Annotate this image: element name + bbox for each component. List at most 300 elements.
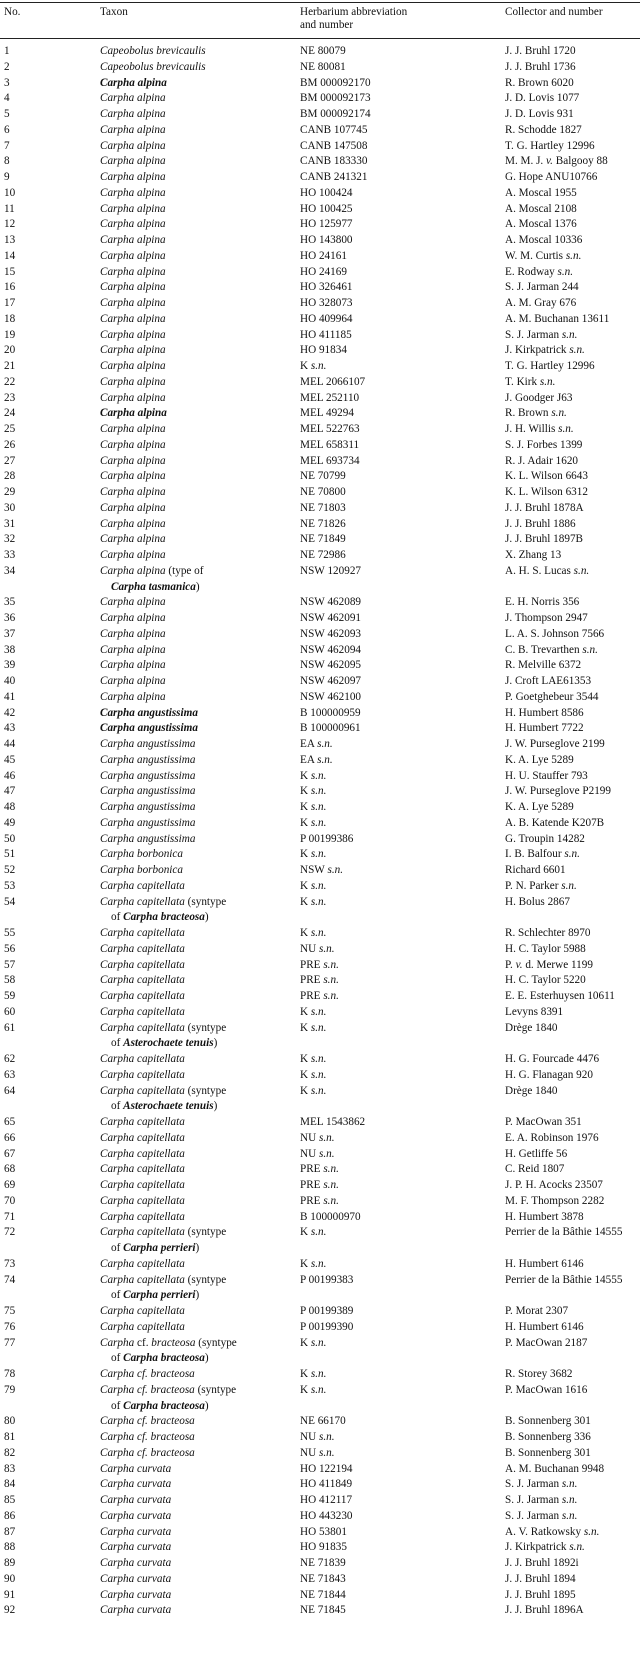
taxon-line xyxy=(100,1351,300,1367)
text-run: M. F. Thompson 2282 xyxy=(505,1194,605,1207)
text-run: s.n. xyxy=(318,1431,335,1444)
text-run: Carpha alpina xyxy=(100,454,166,467)
table-row xyxy=(0,1225,640,1257)
text-run: Carpha alpina xyxy=(100,407,167,420)
cell-herbarium xyxy=(300,1084,500,1100)
taxon-line xyxy=(100,328,300,344)
cell-no: 58 xyxy=(4,974,16,987)
cell-taxon xyxy=(100,611,300,627)
table-row xyxy=(0,1052,640,1068)
text-run: J. W. Purseglove 2199 xyxy=(505,738,605,751)
cell-taxon xyxy=(100,989,300,1005)
cell-no: 39 xyxy=(4,659,16,672)
table-row xyxy=(0,706,640,722)
cell-taxon xyxy=(100,1115,300,1131)
text-run: K xyxy=(300,1068,311,1081)
cell-collector xyxy=(505,76,640,92)
table-row xyxy=(0,1194,640,1210)
text-run: P. Goetghebeur 3544 xyxy=(505,690,599,703)
cell-no: 13 xyxy=(4,234,16,246)
text-run: PRE xyxy=(300,958,324,971)
cell-no: 21 xyxy=(4,360,16,372)
cell-taxon xyxy=(100,721,300,737)
table-row xyxy=(0,296,640,312)
cell-herbarium xyxy=(300,1210,500,1226)
taxon-line xyxy=(100,863,300,879)
cell-no: 80 xyxy=(4,1415,16,1428)
cell-taxon xyxy=(100,1430,300,1446)
cell-taxon xyxy=(100,249,300,265)
text-run: R. Brown 6020 xyxy=(505,76,574,89)
header-collector: Collector and number xyxy=(505,6,603,18)
cell-herbarium xyxy=(300,202,500,218)
table-row xyxy=(0,1320,640,1336)
cell-collector xyxy=(505,1194,640,1210)
text-run: G. Hope ANU10766 xyxy=(505,171,598,183)
text-run: NU xyxy=(300,1446,319,1459)
text-run: EA xyxy=(300,753,318,766)
text-run: H. Humbert 3878 xyxy=(505,1210,584,1223)
text-run: NE 71845 xyxy=(300,1604,346,1617)
table-row xyxy=(0,1084,640,1116)
text-run: s.n. xyxy=(565,249,582,262)
text-run: C. Reid 1807 xyxy=(505,1163,565,1176)
text-run: H. G. Fourcade 4476 xyxy=(505,1053,600,1066)
cell-herbarium xyxy=(300,154,500,170)
text-run: J. J. Bruhl 1886 xyxy=(505,517,576,530)
taxon-line xyxy=(100,1493,300,1509)
text-run: K xyxy=(300,801,311,814)
taxon-line xyxy=(100,674,300,690)
text-run: Carpha alpina xyxy=(100,470,166,483)
taxon-line xyxy=(100,832,300,848)
specimen-table-body xyxy=(0,44,640,1619)
text-run: R. Brown xyxy=(505,407,552,420)
cell-collector xyxy=(505,690,640,706)
cell-herbarium xyxy=(300,611,500,627)
cell-taxon xyxy=(100,1005,300,1021)
table-row xyxy=(0,548,640,564)
cell-taxon xyxy=(100,1493,300,1509)
cell-herbarium xyxy=(300,958,500,974)
taxon-line xyxy=(100,1430,300,1446)
text-run: Carpha angustissima xyxy=(100,753,196,766)
taxon-line xyxy=(100,469,300,485)
text-run: Carpha curvata xyxy=(100,1557,172,1570)
cell-herbarium xyxy=(300,1068,500,1084)
cell-collector xyxy=(505,1068,640,1084)
taxon-line xyxy=(100,1603,300,1619)
text-run: A. M. Buchanan 9948 xyxy=(505,1462,605,1475)
text-run: H. Humbert 6146 xyxy=(505,1257,584,1270)
text-run: s.n. xyxy=(310,1068,327,1081)
taxon-line xyxy=(100,1383,300,1399)
taxon-line xyxy=(100,359,300,375)
cell-collector xyxy=(505,1336,640,1352)
cell-taxon xyxy=(100,1603,300,1619)
text-run: Carpha xyxy=(100,1336,135,1349)
cell-herbarium xyxy=(300,1414,500,1430)
text-run: Carpha alpina xyxy=(100,186,166,199)
cell-collector xyxy=(505,343,640,359)
text-run: Carpha curvata xyxy=(100,1588,172,1601)
cell-taxon xyxy=(100,186,300,202)
cell-taxon xyxy=(100,816,300,832)
taxon-line xyxy=(100,265,300,281)
header-taxon: Taxon xyxy=(100,6,128,18)
text-run: B. Sonnenberg 301 xyxy=(505,1446,591,1459)
text-run: Carpha alpina xyxy=(100,297,166,309)
cell-taxon xyxy=(100,532,300,548)
cell-no: 43 xyxy=(4,722,16,735)
text-run: BM 000092170 xyxy=(300,76,371,89)
taxon-line xyxy=(100,280,300,296)
text-run: bracteosa xyxy=(151,1336,196,1349)
text-run: T. G. Hartley 12996 xyxy=(505,360,595,372)
text-run: J. Thompson 2947 xyxy=(505,612,588,625)
cell-taxon xyxy=(100,753,300,769)
cell-no: 75 xyxy=(4,1305,16,1318)
text-run: Carpha bracteosa xyxy=(123,911,205,924)
text-run: Carpha bracteosa xyxy=(123,1352,205,1365)
text-run: P. MacOwan 351 xyxy=(505,1116,582,1129)
text-run: Carpha alpina xyxy=(100,312,166,325)
cell-taxon xyxy=(100,312,300,328)
text-run: Asterochaete tenuis xyxy=(123,1037,214,1050)
cell-herbarium xyxy=(300,1115,500,1131)
taxon-line xyxy=(100,60,300,76)
text-run: E. Rodway xyxy=(505,265,558,278)
text-run: Carpha cf. bracteosa xyxy=(100,1368,195,1381)
text-run: Carpha capitellata xyxy=(100,1068,185,1081)
cell-collector xyxy=(505,170,640,186)
text-run: s.n. xyxy=(323,1163,339,1176)
text-run: HO 122194 xyxy=(300,1462,353,1475)
text-run: J. J. Bruhl 1897B xyxy=(505,533,584,546)
cell-no: 4 xyxy=(4,92,10,105)
header-bottom-rule xyxy=(0,38,640,39)
text-run: PRE xyxy=(300,1163,324,1176)
table-row xyxy=(0,438,640,454)
cell-no: 14 xyxy=(4,249,16,262)
text-run: S. J. Jarman xyxy=(505,328,562,341)
table-row xyxy=(0,753,640,769)
text-run: Carpha perrieri xyxy=(123,1242,196,1255)
taxon-line xyxy=(100,76,300,92)
cell-collector xyxy=(505,895,640,911)
text-run: Carpha alpina xyxy=(100,596,166,609)
cell-collector xyxy=(505,627,640,643)
cell-herbarium xyxy=(300,391,500,407)
text-run: Carpha cf. bracteosa xyxy=(100,1415,195,1428)
cell-herbarium xyxy=(300,1477,500,1493)
cell-collector xyxy=(505,816,640,832)
text-run: P 00199389 xyxy=(300,1305,354,1318)
cell-taxon xyxy=(100,280,300,296)
cell-taxon xyxy=(100,548,300,564)
taxon-line xyxy=(100,1084,300,1100)
taxon-line xyxy=(100,422,300,438)
table-row xyxy=(0,485,640,501)
table-row xyxy=(0,1131,640,1147)
cell-herbarium xyxy=(300,690,500,706)
table-row xyxy=(0,1430,640,1446)
taxon-line xyxy=(100,217,300,233)
cell-herbarium xyxy=(300,706,500,722)
taxon-line xyxy=(100,1273,300,1289)
cell-no: 63 xyxy=(4,1068,16,1081)
cell-taxon xyxy=(100,674,300,690)
cell-no: 15 xyxy=(4,265,16,278)
cell-herbarium xyxy=(300,847,500,863)
text-run: K xyxy=(300,927,311,940)
text-run: K. A. Lye 5289 xyxy=(505,753,574,766)
table-row xyxy=(0,1509,640,1525)
text-run: (syntype xyxy=(184,1084,227,1097)
text-run: Carpha angustissima xyxy=(100,801,196,814)
cell-taxon xyxy=(100,1178,300,1194)
text-run: HO 326461 xyxy=(300,281,353,294)
cell-no: 76 xyxy=(4,1320,16,1333)
cell-no: 33 xyxy=(4,549,16,561)
cell-taxon xyxy=(100,1194,300,1210)
text-run: J. J. Bruhl 1720 xyxy=(505,45,576,57)
text-run: ) xyxy=(204,1352,209,1365)
cell-no: 45 xyxy=(4,753,16,766)
cell-herbarium xyxy=(300,485,500,501)
taxon-line xyxy=(100,501,300,517)
cell-taxon xyxy=(100,658,300,674)
text-run: Carpha angustissima xyxy=(100,785,196,798)
taxon-line xyxy=(100,1588,300,1604)
cell-taxon xyxy=(100,1446,300,1462)
text-run: HO 91835 xyxy=(300,1541,347,1554)
text-run: Carpha alpina xyxy=(100,659,166,672)
text-run: A. Moscal 1955 xyxy=(505,186,577,199)
cell-herbarium xyxy=(300,186,500,202)
cell-taxon xyxy=(100,737,300,753)
cell-collector xyxy=(505,1556,640,1572)
text-run: PRE xyxy=(300,990,324,1003)
table-row xyxy=(0,422,640,438)
cell-no: 56 xyxy=(4,942,16,955)
cell-taxon xyxy=(100,1588,300,1604)
table-row xyxy=(0,1383,640,1415)
text-run: NU xyxy=(300,1147,319,1160)
cell-no: 49 xyxy=(4,816,16,829)
text-run: s.n. xyxy=(564,848,580,861)
cell-taxon xyxy=(100,359,300,375)
table-row xyxy=(0,1572,640,1588)
text-run: A. Moscal 10336 xyxy=(505,234,583,246)
text-run: Carpha alpina xyxy=(100,108,166,120)
table-row xyxy=(0,1021,640,1053)
text-run: s.n. xyxy=(310,848,327,861)
table-row xyxy=(0,1005,640,1021)
text-run: Carpha capitellata xyxy=(100,1131,185,1144)
table-row xyxy=(0,658,640,674)
text-run: NU xyxy=(300,1431,319,1444)
text-run: PRE xyxy=(300,1179,324,1192)
cell-herbarium xyxy=(300,517,500,533)
cell-collector xyxy=(505,564,640,580)
table-row xyxy=(0,942,640,958)
table-row xyxy=(0,643,640,659)
taxon-line xyxy=(100,170,300,186)
taxon-line xyxy=(100,753,300,769)
cell-no: 70 xyxy=(4,1194,16,1207)
text-run: s.n. xyxy=(310,927,327,940)
text-run: ) xyxy=(195,1242,200,1255)
text-run: H. Humbert 7722 xyxy=(505,722,584,735)
text-run: J. J. Bruhl 1896A xyxy=(505,1604,584,1617)
cell-no: 22 xyxy=(4,375,16,388)
taxon-line xyxy=(100,595,300,611)
cell-collector xyxy=(505,1225,640,1241)
text-run: ) xyxy=(213,1037,218,1050)
cell-collector xyxy=(505,1509,640,1525)
text-run: Carpha alpina xyxy=(100,155,166,168)
text-run: Carpha cf. bracteosa xyxy=(100,1431,195,1444)
table-row xyxy=(0,186,640,202)
cell-herbarium xyxy=(300,1588,500,1604)
text-run: of xyxy=(111,1399,124,1412)
cell-taxon xyxy=(100,328,300,344)
cell-collector xyxy=(505,91,640,107)
cell-taxon xyxy=(100,1383,300,1415)
text-run: W. M. Curtis xyxy=(505,249,566,262)
cell-no: 61 xyxy=(4,1021,16,1034)
cell-collector xyxy=(505,1540,640,1556)
cell-no: 86 xyxy=(4,1509,16,1522)
cell-taxon xyxy=(100,202,300,218)
taxon-line xyxy=(100,1052,300,1068)
text-run: P 00199390 xyxy=(300,1320,354,1333)
text-run: H. C. Taylor 5988 xyxy=(505,942,586,955)
cell-collector xyxy=(505,1304,640,1320)
text-run: ) xyxy=(204,911,209,924)
table-row xyxy=(0,1462,640,1478)
table-row xyxy=(0,895,640,927)
taxon-line xyxy=(100,1147,300,1163)
text-run: s.n. xyxy=(573,564,590,577)
text-run: A. Moscal 1376 xyxy=(505,218,577,231)
table-row xyxy=(0,280,640,296)
table-row xyxy=(0,1540,640,1556)
cell-collector xyxy=(505,233,640,249)
text-run: Carpha alpina xyxy=(100,627,166,640)
text-run: Capeobolus brevicaulis xyxy=(100,60,206,73)
table-row xyxy=(0,532,640,548)
cell-no: 68 xyxy=(4,1163,16,1176)
cell-collector xyxy=(505,784,640,800)
cell-collector xyxy=(505,1588,640,1604)
text-run: s.n. xyxy=(310,1084,327,1097)
text-run: P 00199383 xyxy=(300,1273,354,1286)
taxon-line xyxy=(100,1225,300,1241)
table-row xyxy=(0,454,640,470)
text-run: Carpha alpina xyxy=(100,265,166,278)
cell-taxon xyxy=(100,1509,300,1525)
text-run: Carpha alpina xyxy=(100,234,166,246)
text-run: NSW 120927 xyxy=(300,564,362,577)
text-run: s.n. xyxy=(310,785,327,798)
cell-taxon xyxy=(100,832,300,848)
taxon-line xyxy=(100,895,300,911)
text-run: Carpha capitellata xyxy=(100,990,185,1003)
cell-collector xyxy=(505,60,640,76)
cell-herbarium xyxy=(300,343,500,359)
text-run: K xyxy=(300,360,311,372)
taxon-line xyxy=(100,249,300,265)
cell-no: 35 xyxy=(4,596,16,609)
cell-herbarium xyxy=(300,658,500,674)
text-run: Carpha capitellata xyxy=(100,1021,185,1034)
cell-herbarium xyxy=(300,312,500,328)
text-run: Carpha alpina xyxy=(100,139,166,152)
text-run: NE 70799 xyxy=(300,470,346,483)
taxon-line xyxy=(100,548,300,564)
taxon-line xyxy=(100,737,300,753)
cell-no: 38 xyxy=(4,643,16,656)
text-run: K xyxy=(300,1005,311,1018)
cell-herbarium xyxy=(300,1493,500,1509)
text-run: s.n. xyxy=(310,1005,327,1018)
cell-taxon xyxy=(100,942,300,958)
text-run: HO 125977 xyxy=(300,218,353,231)
text-run: Carpha alpina xyxy=(100,391,166,404)
text-run: HO 143800 xyxy=(300,234,353,246)
table-row xyxy=(0,595,640,611)
text-run: Carpha alpina xyxy=(100,218,166,231)
text-run: P. MacOwan 1616 xyxy=(505,1383,588,1396)
text-run: BM 000092174 xyxy=(300,108,371,120)
text-run: NE 71826 xyxy=(300,517,346,530)
taxon-line xyxy=(100,580,300,596)
text-run: s.n. xyxy=(561,328,578,341)
text-run: s.n. xyxy=(557,265,574,278)
cell-herbarium xyxy=(300,296,500,312)
text-run: Carpha capitellata xyxy=(100,1179,185,1192)
taxon-line xyxy=(100,1115,300,1131)
text-run: J. Kirkpatrick xyxy=(505,344,570,357)
text-run: Carpha cf. bracteosa xyxy=(100,1383,195,1396)
cell-herbarium xyxy=(300,249,500,265)
text-run: Carpha angustissima xyxy=(100,832,196,845)
text-run: J. J. Bruhl 1895 xyxy=(505,1588,576,1601)
text-run: Carpha angustissima xyxy=(100,706,198,719)
cell-taxon xyxy=(100,44,300,60)
cell-taxon xyxy=(100,1257,300,1273)
cell-collector xyxy=(505,1131,640,1147)
text-run: Carpha alpina xyxy=(100,486,166,498)
header-herbarium xyxy=(300,6,407,32)
cell-collector xyxy=(505,1320,640,1336)
table-row xyxy=(0,958,640,974)
cell-taxon xyxy=(100,706,300,722)
text-run: Carpha curvata xyxy=(100,1478,172,1491)
text-run: Carpha capitellata xyxy=(100,1116,185,1129)
cell-no: 19 xyxy=(4,328,16,341)
text-run: R. Storey 3682 xyxy=(505,1368,573,1381)
cell-taxon xyxy=(100,595,300,611)
text-run: NE 71839 xyxy=(300,1557,346,1570)
taxon-line xyxy=(100,1178,300,1194)
text-run: EA xyxy=(300,738,318,751)
cell-herbarium xyxy=(300,170,500,186)
cell-no: 46 xyxy=(4,769,16,782)
text-run: s.n. xyxy=(310,769,327,782)
